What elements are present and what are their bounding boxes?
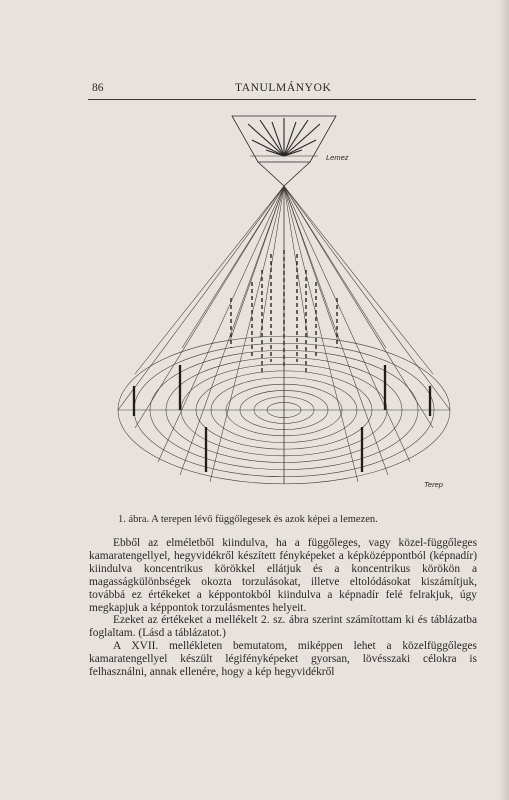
paragraph: Ebből az elméletből kiindulva, ha a függőleges, vagy közel-függőleges kamaratengellyel, hegyvidékről készített fényképeket a képközéppontból (képnadír) kiindulva koncentrikus körökkel ellátjuk és a koncentrikus körökön a magasságkülönbségek okozta torzulásokat, illetve eltolódásokat kiszámítjuk, továbbá ez értékeket a képpontokból kiindulva a képnadír felé felrakjuk, úgy megkapjuk a képpontok torzulásmentes helyeit.	[89, 537, 477, 614]
plate-trapezoid	[232, 116, 336, 186]
projection-ray	[118, 186, 284, 410]
projection-ray	[284, 186, 358, 482]
projection-ray	[182, 186, 284, 348]
paragraph: A XVII. mellékleten bemutatom, miképpen lehet a közelfüggőleges kamaratengellyel készült légifényképeket gyorsan, lövésszaki célokra is felhasználni, annak ellenére, hogy a kép hegyvidékről	[89, 640, 477, 679]
plate-ray	[258, 162, 284, 186]
label-lemez: Lemez	[326, 153, 349, 162]
projection-ray	[284, 186, 450, 410]
header-rule	[88, 99, 476, 100]
page-edge-shadow	[499, 0, 509, 800]
running-title: TANULMÁNYOK	[235, 82, 332, 94]
projection-ray	[284, 186, 386, 348]
plate-ray	[284, 162, 310, 186]
running-header	[88, 82, 476, 98]
figure-caption: 1. ábra. A terepen lévő függőlegesek és azok képei a lemezen.	[118, 514, 378, 525]
projection-ray	[284, 186, 308, 338]
projection-ray	[260, 186, 284, 338]
projection-ray	[230, 186, 284, 341]
paragraph: Ezeket az értékeket a mellékelt 2. sz. ábra szerint számítottam ki és táblázatba foglaltam. (Lásd a táblázatot.)	[89, 614, 477, 640]
label-terep: Terep	[424, 480, 443, 489]
body-text	[89, 537, 477, 679]
page-number: 86	[92, 82, 104, 94]
projection-ray	[210, 186, 284, 482]
projection-ray	[284, 186, 388, 475]
projection-figure	[100, 110, 460, 505]
projection-ray	[180, 186, 284, 475]
